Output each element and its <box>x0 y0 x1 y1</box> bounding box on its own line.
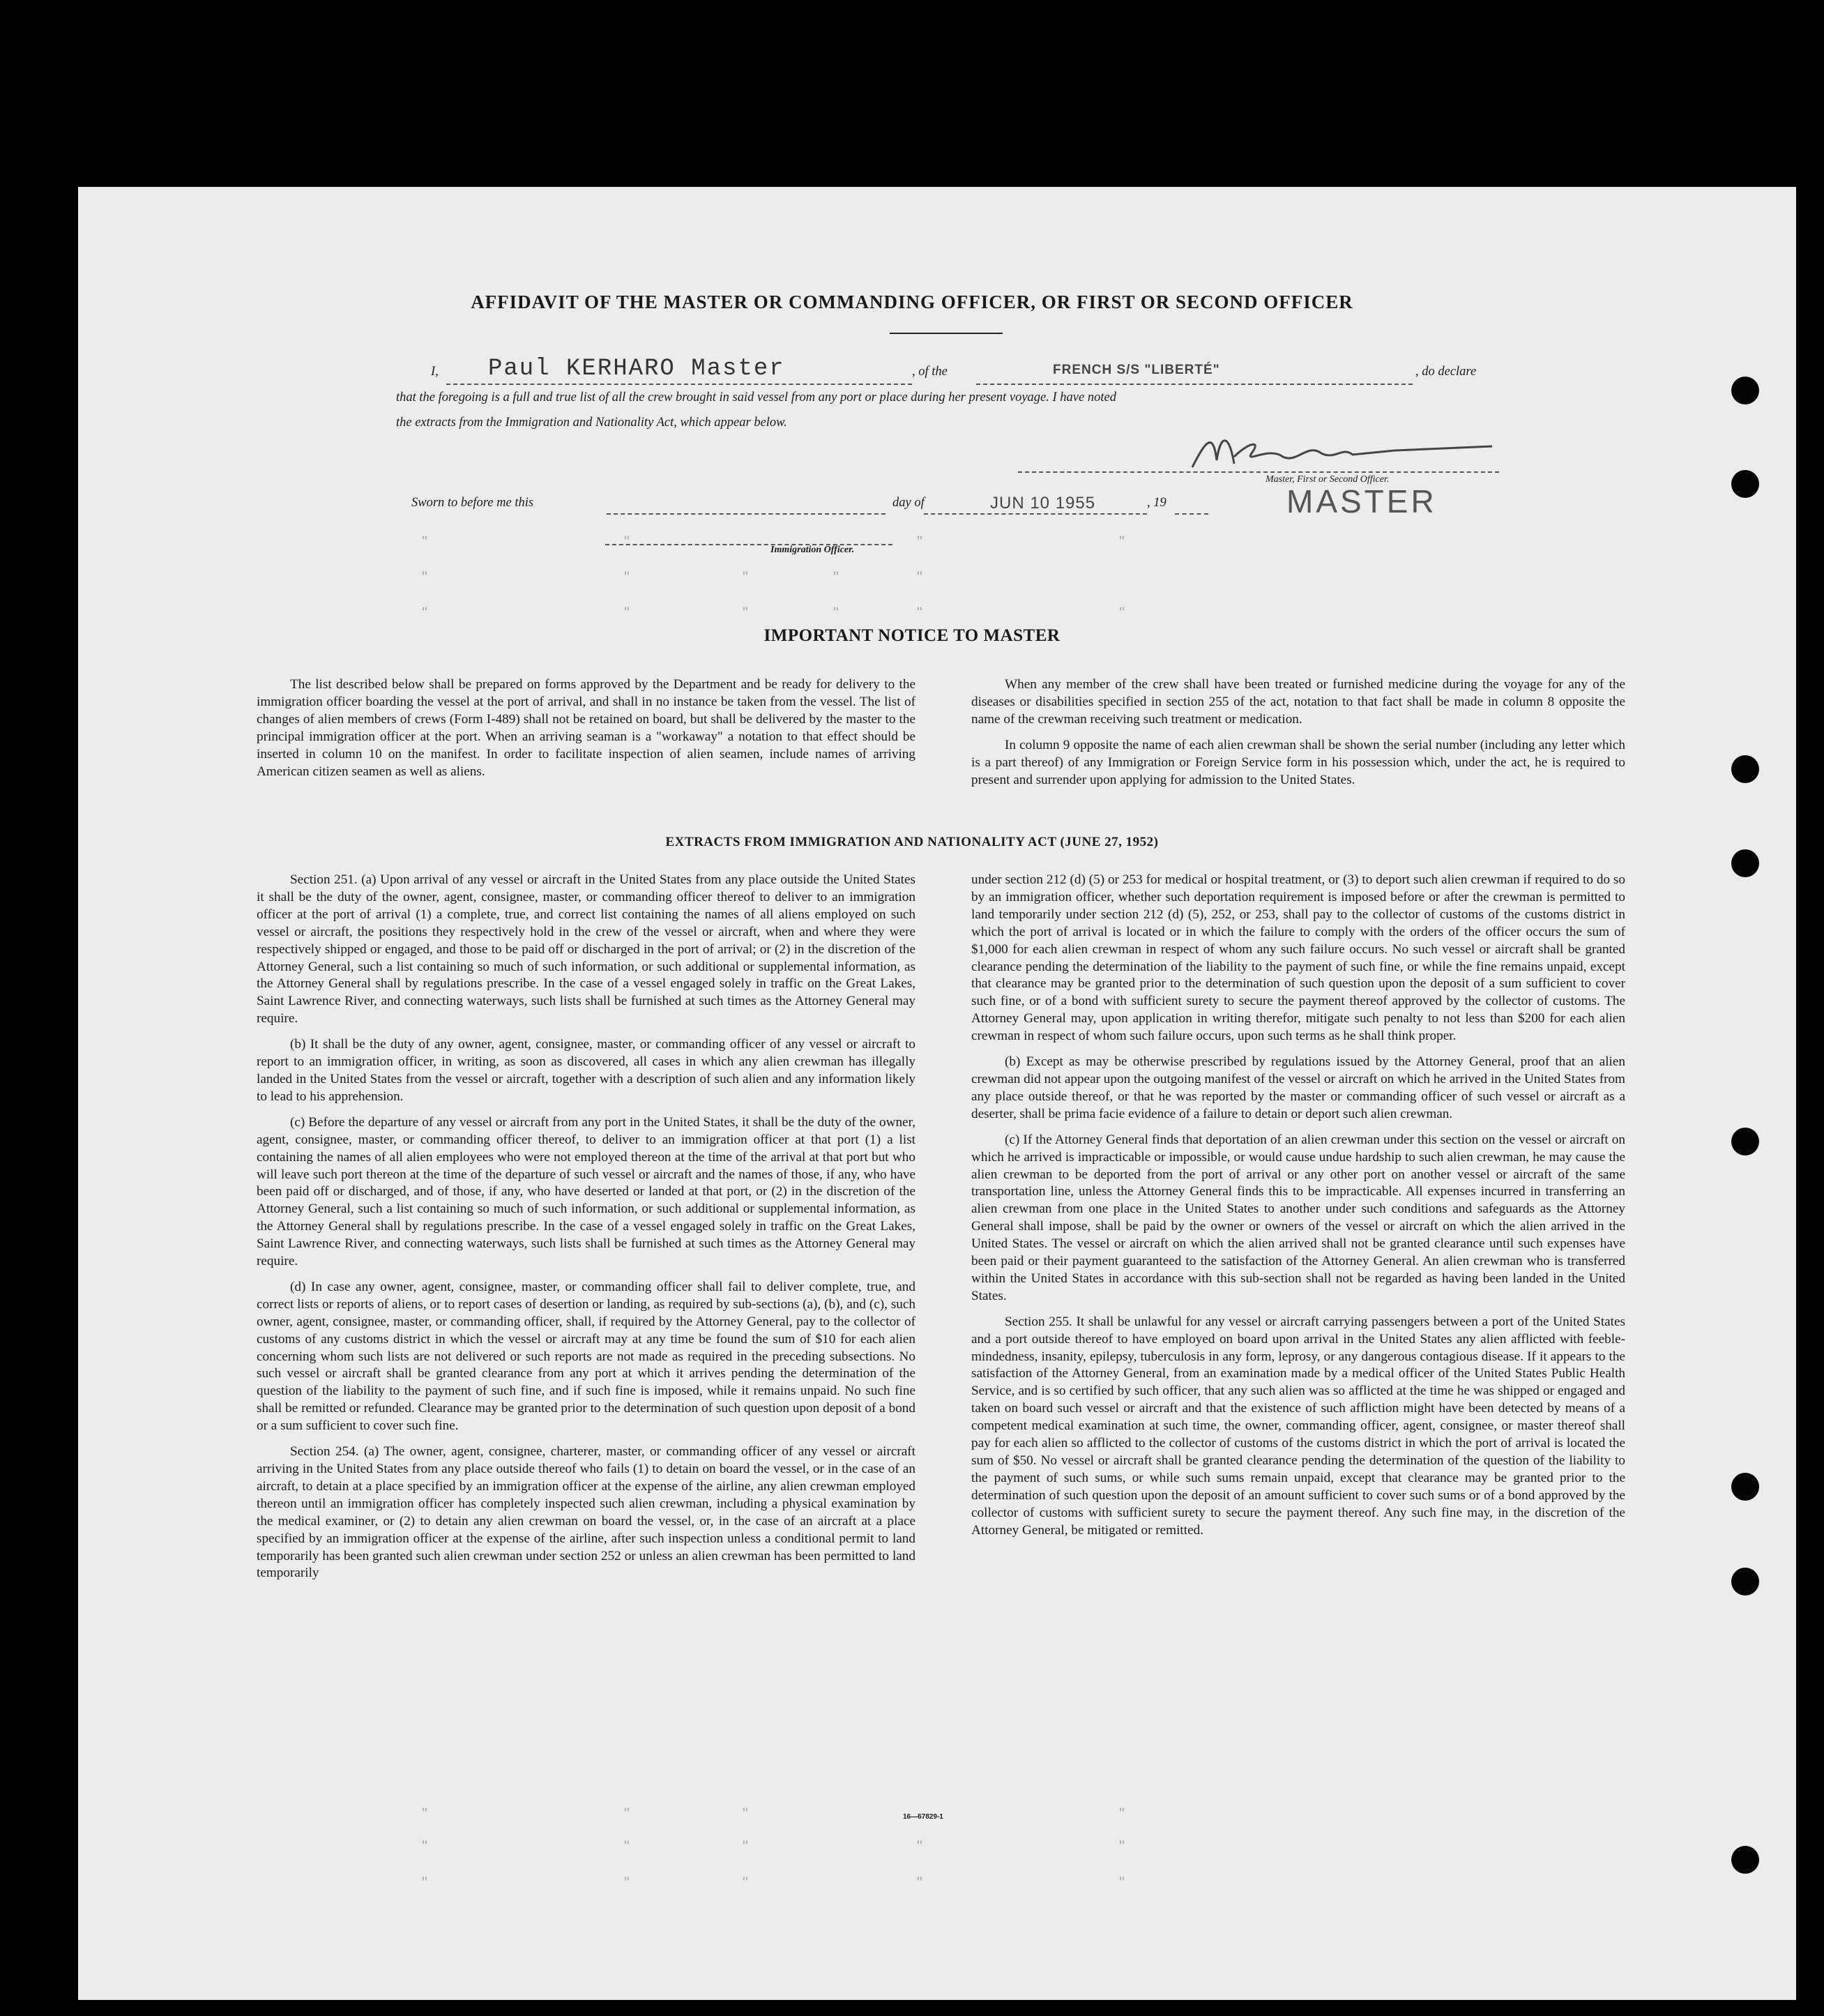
notice-paragraph: When any member of the crew shall have been treated or furnished medicine during the voyage for any of the diseases or disabilities specified in section 255 of the act, notation to that fact shall be made in column 8 opposite the name of the crewman receiving such treatment or medication. <box>971 677 1625 727</box>
signature-caption: Master, First or Second Officer. <box>1266 474 1390 485</box>
extract-paragraph: (c) If the Attorney General finds that deportation of an alien crewman under this section on the vessel or aircraft on which he arrived is impracticable or impossible, or would cause undue hardship to such alien crewman, he may cause the alien crewman to be deported from the port of arrival or any other port on another vessel or aircraft of the same transportation line, unless the Attorney General finds this to be impracticable. All expenses incurred in transferring an alien crewman from one place in the United States to another under such conditions and safeguards as the Attorney General shall impose, shall be paid by the owner or owners of the vessel or aircraft on which the alien arrived in the United States. The vessel or aircraft on which the alien arrived shall not be granted clearance until such expenses have been paid or their payment guaranteed to the satisfaction of the Attorney General. An alien crewman who is transferred within the United States in accordance with this sub-section shall not be regarded as having been landed in the United States. <box>971 1132 1625 1303</box>
ditto-mark: " <box>917 1874 922 1891</box>
ditto-mark: " <box>624 604 630 621</box>
sworn-label: Sworn to before me this <box>411 496 534 510</box>
ditto-mark: " <box>743 604 748 621</box>
declaration-line-2: that the foregoing is a full and true list of all the crew brought in said vessel from any port or place during her present voyage. I have noted <box>396 391 1116 404</box>
extract-paragraph: (b) It shall be the duty of any owner, agent, consignee, master, or commanding officer of any vessel or aircraft to report to an immigration officer, in writing, as soon as discovered, all cases in which any alien crewman has illegally landed in the United States from the vessel or aircraft, together with a description of such alien and any information likely to lead to his apprehension. <box>257 1037 915 1104</box>
ditto-mark: " <box>422 1805 427 1822</box>
ditto-mark: " <box>422 1837 427 1855</box>
ditto-mark: " <box>743 1837 748 1855</box>
vessel-stamp: FRENCH S/S "LIBERTÉ" <box>1053 363 1220 377</box>
ditto-mark: " <box>1119 604 1125 621</box>
ditto-mark: " <box>917 1837 922 1855</box>
extract-paragraph: (c) Before the departure of any vessel or aircraft from any port in the United States, it shall be the duty of the owner, agent, consignee, master, or commanding officer thereof, to deliver to an immigration officer at that port (1) a list containing the names of all alien employees who were not employed thereon at the time of the arrival at that port but who will leave such port thereon at the time of the departure of such vessel or aircraft and the names of those, if any, who have been paid off or discharged, and of those, if any, who have deserted or landed at that port, or (2) in the discretion of the Attorney General, such a list containing so much of such information, or such additional or supplemental information, as the Attorney General shall by regulations prescribe. In the case of a vessel engaged solely in traffic on the Great Lakes, Saint Lawrence River, and connecting waterways, such lists shall be furnished at such times as the Attorney General may require. <box>257 1114 915 1269</box>
affidavit-title: AFFIDAVIT OF THE MASTER OR COMMANDING OFFICER, OR FIRST OR SECOND OFFICER <box>471 291 1353 312</box>
master-stamp: MASTER <box>1286 483 1437 520</box>
master-name-handwritten: Paul KERHARO Master <box>488 356 785 382</box>
sworn-date-stamp: JUN 10 1955 <box>990 494 1096 513</box>
ditto-mark: " <box>1119 533 1125 550</box>
ditto-mark: " <box>422 1874 427 1891</box>
notice-left-column <box>257 676 915 789</box>
punch-hole <box>1731 1568 1759 1596</box>
extract-paragraph: under section 212 (d) (5) or 253 for medical or hospital treatment, or (3) to deport such alien crewman if required to do so by an immigration officer, whether such deportation requirement is imposed before or after the crewman is permitted to land temporarily under section 212 (d) (5), 252, or 253, shall pay to the collector of customs of the customs district in which the port of arrival is located or in which the failure to comply with the orders of the officer occurs the sum of $1,000 for each alien crewman in respect of whom any such failure occurs. No such vessel or aircraft shall be granted clearance pending the determination of the liability to the payment of such fine, or while the fine remains unpaid, except that clearance may be granted prior to the determination of such question upon the deposit of a sum sufficient to cover such fine, or of a bond with sufficient surety to secure the payment thereof approved by the collector of customs. The Attorney General may, upon application in writing therefor, mitigate such penalty to not less than $200 for each alien crewman in respect of whom such failure occurs, upon such terms as he shall think proper. <box>971 872 1625 1044</box>
declaration-do-declare-label: , do declare <box>1415 365 1477 379</box>
ditto-mark: " <box>833 604 839 621</box>
sworn-day-of-label: day of <box>892 496 925 510</box>
ditto-mark: " <box>917 533 922 550</box>
ditto-mark: " <box>422 604 427 621</box>
punch-hole <box>1731 1473 1759 1501</box>
punch-hole <box>1731 755 1759 783</box>
punch-hole <box>1731 1128 1759 1155</box>
declaration-of-the-label: , of the <box>912 365 948 379</box>
ditto-mark: " <box>917 604 922 621</box>
extract-paragraph: (d) In case any owner, agent, consignee, master, or commanding officer shall fail to deliver complete, true, and correct lists or reports of aliens, or to report cases of desertion or landing, as required by sub-sections (a), (b), and (c), such owner, agent, consignee, master, or commanding officer, shall, if required by the Attorney General, pay to the collector of customs of any customs district in which the vessel or aircraft may at any time be found the sum of $10 for each alien concerning whom such lists are not delivered or such reports are not made as required in the preceding subsections. No such vessel or aircraft shall be granted clearance from any port at which it arrives pending the determination of the question of the liability to the payment of such fine, and if such fine is imposed, while it remains unpaid. No such fine shall be remitted or refunded. Clearance may be granted prior to the determination of such question upon deposit of a bond or a sum sufficient to cover such fine. <box>257 1279 915 1434</box>
ditto-mark: " <box>743 1874 748 1891</box>
punch-hole <box>1731 849 1759 877</box>
ditto-mark: " <box>1119 1874 1125 1891</box>
ditto-mark: " <box>1119 1805 1125 1822</box>
form-number: 16—67829-1 <box>903 1813 943 1821</box>
ditto-mark: " <box>1119 1837 1125 1855</box>
ditto-mark: " <box>624 1874 630 1891</box>
ditto-mark: " <box>917 568 922 586</box>
extract-paragraph: Section 254. (a) The owner, agent, consignee, charterer, master, or commanding officer of any vessel or aircraft arriving in the United States from any place outside thereof who fails (1) to detain on board the vessel, or in the case of an aircraft, to detain at a place specified by an immigration officer at the expense of the airline, any alien crewman employed thereon until an immigration officer has completely inspected such alien crewman, including a physical examination by the medical examiner, or (2) to detain any alien crewman on board the vessel, or, in the case of an aircraft at a place specified by an immigration officer at the expense of the airline, after such inspection unless a conditional permit to land temporarily has been granted such alien crewman under section 252 or unless an alien crewman has been permitted to land temporarily <box>257 1444 915 1581</box>
notice-right-column <box>971 676 1625 797</box>
master-signature <box>1185 425 1506 481</box>
officer-caption: Immigration Officer. <box>770 545 855 555</box>
punch-hole <box>1731 470 1759 498</box>
notice-paragraph: In column 9 opposite the name of each alien crewman shall be shown the serial number (including any letter which is a part thereof) of any Immigration or Foreign Service form in his possession which, under the act, he is required to present and surrender upon applying for admission to the United States. <box>971 737 1625 787</box>
ditto-mark: " <box>743 568 748 586</box>
ditto-mark: " <box>422 568 427 586</box>
extracts-title: EXTRACTS FROM IMMIGRATION AND NATIONALITY ACT (JUNE 27, 1952) <box>665 835 1159 849</box>
signature-line <box>1018 467 1499 473</box>
extract-paragraph: (b) Except as may be otherwise prescribed by regulations issued by the Attorney General, proof that an alien crewman did not appear upon the outgoing manifest of the vessel or aircraft on which he arrived in the United States from any place outside thereof, or that he was reported by the master or commanding officer of such vessel or aircraft as a deserter, shall be prima facie evidence of a failure to detain or deport such alien crewman. <box>971 1054 1625 1121</box>
sworn-year-field <box>1175 508 1208 515</box>
punch-hole <box>1731 1846 1759 1874</box>
ditto-mark: " <box>624 1837 630 1855</box>
extract-paragraph: Section 255. It shall be unlawful for any vessel or aircraft carrying passengers between a port of the United States and a port outside thereof to have employed on board upon arrival in the United States any alien afflicted with feeble-mindedness, insanity, epilepsy, tuberculosis in any form, leprosy, or any dangerous contagious disease. If it appears to the satisfaction of the Attorney General, from an examination made by a medical officer of the United States Public Health Service, and is so certified by such officer, that any such alien was so afflicted at the time he was shipped or engaged and taken on board such vessel or aircraft and that the existence of such affliction might have been detected by means of a competent medical examination at such time, the owner, commanding officer, agent, consignee, or master thereof shall pay for each alien so afflicted to the collector of customs of the customs district in which the port of arrival is located the sum of $50. No vessel or aircraft shall be granted clearance pending the determination of the question of the liability to the payment of such sums, or while such sums remain unpaid, except that clearance may be granted prior to the determination of such question upon the deposit of an amount sufficient to cover such sums or of a bond approved by the collector of customs with sufficient surety to secure the payment thereof. Any such fine may, in the discretion of the Attorney General, be mitigated or remitted. <box>971 1314 1625 1538</box>
ditto-mark: " <box>833 568 839 586</box>
declaration-line-3: the extracts from the Immigration and Nationality Act, which appear below. <box>396 416 787 430</box>
extracts-left-column <box>257 872 915 1591</box>
notice-paragraph: The list described below shall be prepared on forms approved by the Department and be ready for delivery to the immigration officer boarding the vessel at the port of arrival, and shall in no instance be taken from the vessel. The list of changes of alien members of crews (Form I-489) shall not be retained on board, but shall be delivered by the master to the principal immigration officer at the port. When an arriving seaman is a "workaway" a notation to that effect should be inserted in column 10 on the manifest. In order to facilitate inspection of alien seamen, include names of arriving American citizen seamen as well as aliens. <box>257 677 915 779</box>
ditto-mark: " <box>624 1805 630 1822</box>
sworn-year-label: , 19 <box>1147 496 1166 510</box>
sworn-day-field <box>607 508 886 515</box>
title-rule <box>890 333 1003 334</box>
ditto-mark: " <box>743 1805 748 1822</box>
declaration-i-label: I, <box>431 365 439 379</box>
notice-title: IMPORTANT NOTICE TO MASTER <box>763 626 1061 645</box>
ditto-mark: " <box>422 533 427 550</box>
ditto-mark: " <box>624 533 630 550</box>
extract-paragraph: Section 251. (a) Upon arrival of any vessel or aircraft in the United States from any place outside the United States it shall be the duty of the owner, agent, consignee, master, or commanding officer thereof to deliver to an immigration officer at the port of arrival (1) a complete, true, and correct list containing the names of all aliens employed on such vessel or aircraft, the positions they respectively hold in the crew of the vessel or aircraft, when and where they were respectively shipped or engaged, and those to be paid off or discharged in the port of arrival; or (2) in the discretion of the Attorney General, such a list containing so much of such information, or such additional or supplemental information, as the Attorney General shall by regulations prescribe. In the case of a vessel engaged solely in traffic on the Great Lakes, Saint Lawrence River, and connecting waterways, such lists shall be furnished at such times as the Attorney General may require. <box>257 872 915 1026</box>
ditto-mark: " <box>624 568 630 586</box>
punch-hole <box>1731 377 1759 404</box>
extracts-right-column <box>971 872 1625 1548</box>
